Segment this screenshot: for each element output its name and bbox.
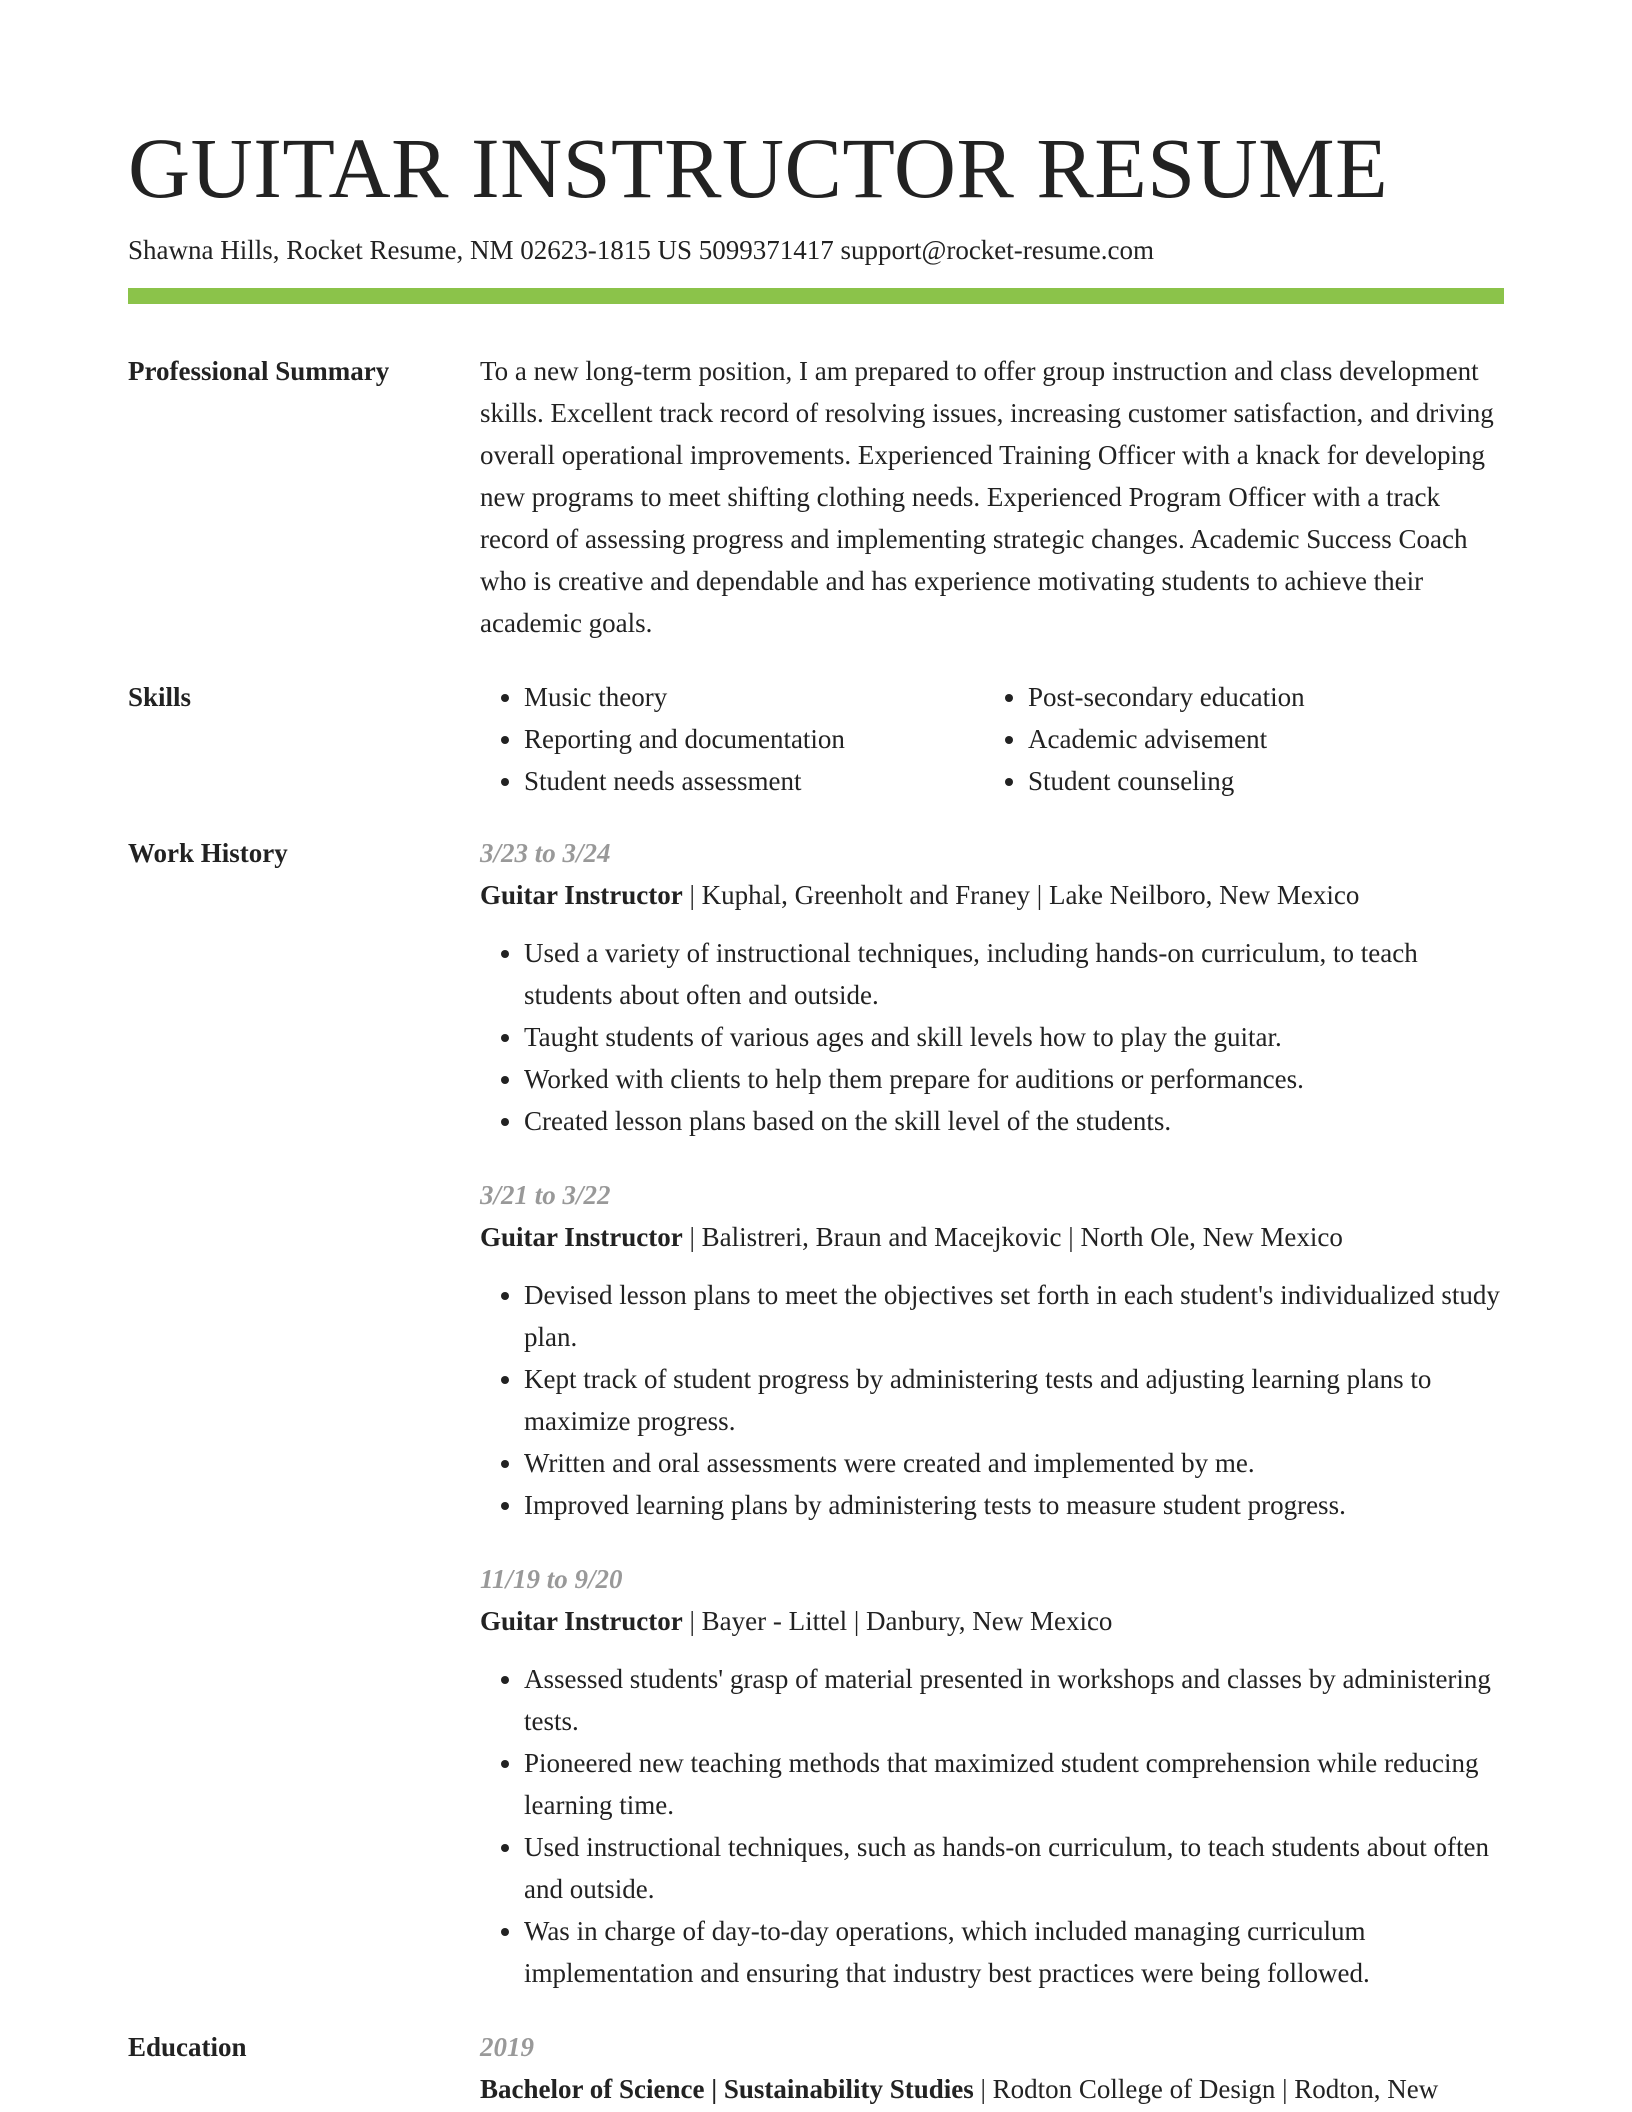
skill-item: • Student needs assessment	[524, 760, 984, 802]
education-details: | Rodton College of Design | Rodton, New	[973, 2074, 1439, 2104]
job-bullet: • Used a variety of instructional techniques, including hands-on curriculum, to teach students about often and outside.	[524, 932, 1504, 1016]
resume-page	[128, 118, 1504, 2110]
job-bullet: • Taught students of various ages and skill levels how to play the guitar.	[524, 1016, 1504, 1058]
accent-divider	[128, 288, 1504, 304]
job-bullet: • Pioneered new teaching methods that maximized student comprehension while reducing learning time.	[524, 1742, 1504, 1826]
education-section	[128, 2026, 1504, 2110]
job-bullet: • Was in charge of day-to-day operations, which included managing curriculum implementation and ensuring that industry best practices were being followed.	[524, 1910, 1504, 1994]
job-entry	[480, 1174, 1504, 1526]
skills-heading: Skills	[128, 682, 192, 712]
work-heading: Work History	[128, 838, 288, 868]
skills-list	[480, 676, 1504, 802]
resume-title: GUITAR INSTRUCTOR RESUME	[128, 120, 1389, 216]
job-bullet: • Written and oral assessments were created and implemented by me.	[524, 1442, 1504, 1484]
job-date: 3/21 to 3/22	[480, 1180, 611, 1210]
contact-line: Shawna Hills, Rocket Resume, NM 02623-1815 US 5099371417 support@rocket-resume.com	[128, 235, 1154, 265]
job-bullet: • Worked with clients to help them prepare for auditions or performances.	[524, 1058, 1504, 1100]
education-date: 2019	[480, 2032, 534, 2062]
job-entry	[480, 832, 1504, 1142]
job-date: 3/23 to 3/24	[480, 838, 611, 868]
job-entry	[480, 1558, 1504, 1994]
skills-column-right	[984, 676, 1305, 802]
job-bullet: • Assessed students' grasp of material presented in workshops and classes by administering tests.	[524, 1658, 1504, 1742]
job-bullets	[480, 1658, 1504, 1994]
job-bullet: • Improved learning plans by administering tests to measure student progress.	[524, 1484, 1504, 1526]
job-bullets	[480, 1274, 1504, 1526]
skill-item: • Student counseling	[1028, 760, 1305, 802]
job-details: | Kuphal, Greenholt and Franey | Lake Neilboro, New Mexico	[682, 880, 1360, 910]
job-bullet: • Devised lesson plans to meet the objectives set forth in each student's individualized study plan.	[524, 1274, 1504, 1358]
skills-section	[128, 676, 1504, 832]
skill-item: • Post-secondary education	[1028, 676, 1305, 718]
work-section	[128, 832, 1504, 2026]
job-title: Guitar Instructor	[480, 880, 683, 910]
degree: Bachelor of Science | Sustainability Studies	[480, 2074, 974, 2104]
skills-column-left	[480, 676, 984, 802]
skill-item: • Academic advisement	[1028, 718, 1305, 760]
job-details: | Balistreri, Braun and Macejkovic | North Ole, New Mexico	[682, 1222, 1343, 1252]
job-line	[480, 1600, 1504, 1642]
summary-section	[128, 350, 1504, 676]
job-bullet: • Created lesson plans based on the skill level of the students.	[524, 1100, 1504, 1142]
job-bullet: • Kept track of student progress by administering tests and adjusting learning plans to maximize progress.	[524, 1358, 1504, 1442]
education-heading: Education	[128, 2032, 247, 2062]
skill-item: • Music theory	[524, 676, 984, 718]
job-title: Guitar Instructor	[480, 1606, 683, 1636]
skill-item: • Reporting and documentation	[524, 718, 984, 760]
job-line	[480, 874, 1504, 916]
job-details: | Bayer - Littel | Danbury, New Mexico	[682, 1606, 1113, 1636]
job-bullets	[480, 932, 1504, 1142]
education-line	[480, 2068, 1504, 2110]
job-line	[480, 1216, 1504, 1258]
job-title: Guitar Instructor	[480, 1222, 683, 1252]
job-date: 11/19 to 9/20	[480, 1564, 623, 1594]
summary-text: To a new long-term position, I am prepared to offer group instruction and class development skills. Excellent track record of resolving issues, increasing customer satisfaction, and driving overall operational improvements. Experienced Training Officer with a knack for developing new programs to meet shifting clothing needs. Experienced Program Officer with a track record of assessing progress and implementing strategic changes. Academic Success Coach who is creative and dependable and has experience motivating students to achieve their academic goals.	[480, 356, 1494, 638]
job-bullet: • Used instructional techniques, such as hands-on curriculum, to teach students about often and outside.	[524, 1826, 1504, 1910]
summary-heading: Professional Summary	[128, 356, 390, 386]
